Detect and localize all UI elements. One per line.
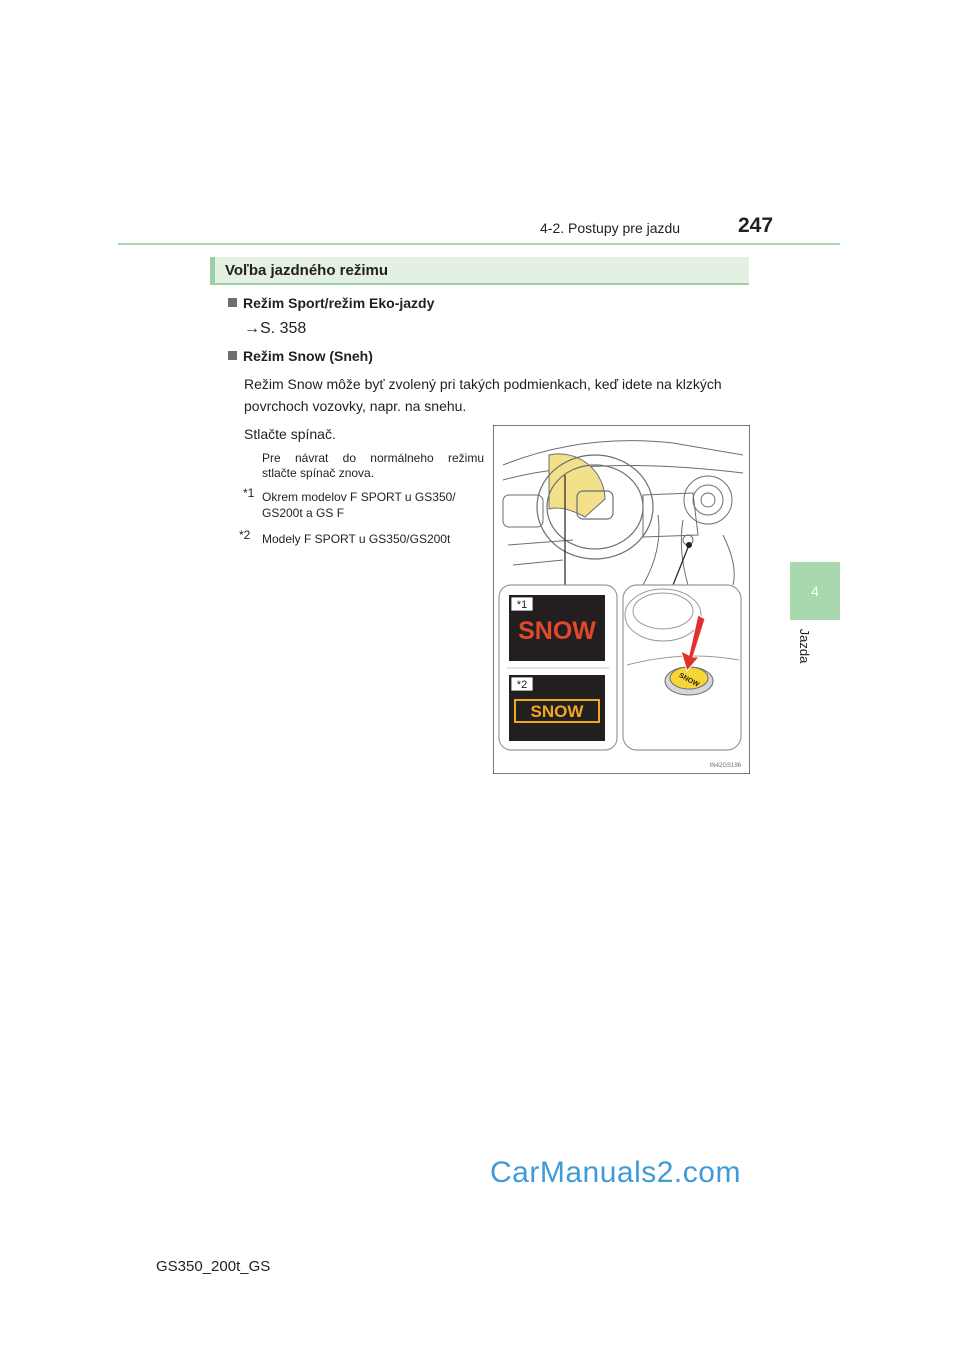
snow-switch-figure <box>493 425 750 774</box>
footnote-1-line2: GS200t a GS F <box>262 506 345 520</box>
snow-display-text-2: SNOW <box>530 702 584 721</box>
bullet-square-icon <box>228 298 237 307</box>
display-label-1: *1 <box>516 599 528 611</box>
model-code: GS350_200t_GS <box>156 1258 271 1275</box>
header-rule <box>118 243 840 245</box>
watermark: CarManuals2.com <box>490 1156 741 1189</box>
footnote-2-line1: Modely F SPORT u GS350/GS200t <box>262 532 451 546</box>
item-heading: Režim Sport/režim Eko-jazdy <box>243 295 435 311</box>
snow-description-line1: Režim Snow môže byť zvolený pri takých podmienkach, keď idete na klzkých <box>244 376 722 392</box>
chapter-tab <box>790 562 840 620</box>
press-instruction: Stlačte spínač. <box>244 426 336 442</box>
footnote-mark-2: *2 <box>239 528 251 542</box>
arrow-right-icon: → <box>244 320 260 337</box>
item-snow-mode <box>228 348 373 364</box>
section-header <box>210 257 749 285</box>
page-reference <box>244 318 306 340</box>
item-sport-eco <box>228 295 434 311</box>
bullet-square-icon <box>228 351 237 360</box>
figure-code: IN42GS196 <box>709 763 741 769</box>
section-title: Voľba jazdného režimu <box>225 262 389 279</box>
footnote-mark-1: *1 <box>243 486 255 500</box>
display-label-2: *2 <box>516 679 528 691</box>
chapter-number: 4 <box>811 583 819 599</box>
snow-description-line2: povrchoch vozovky, napr. na snehu. <box>244 398 467 414</box>
switch-button-label: SNOW <box>677 672 701 689</box>
item-heading: Režim Snow (Sneh) <box>243 348 373 364</box>
reference-text: S. 358 <box>260 320 307 337</box>
chapter-label: Jazda <box>797 628 812 664</box>
snow-display-text-1: SNOW <box>518 617 596 645</box>
return-instruction-line1: Pre návrat do normálneho režimu <box>262 451 484 465</box>
page-number: 247 <box>738 214 774 237</box>
header-section-title: 4-2. Postupy pre jazdu <box>540 220 681 236</box>
footnote-1-line1: Okrem modelov F SPORT u GS350/ <box>262 490 456 504</box>
return-instruction-line2: stlačte spínač znova. <box>262 466 375 480</box>
